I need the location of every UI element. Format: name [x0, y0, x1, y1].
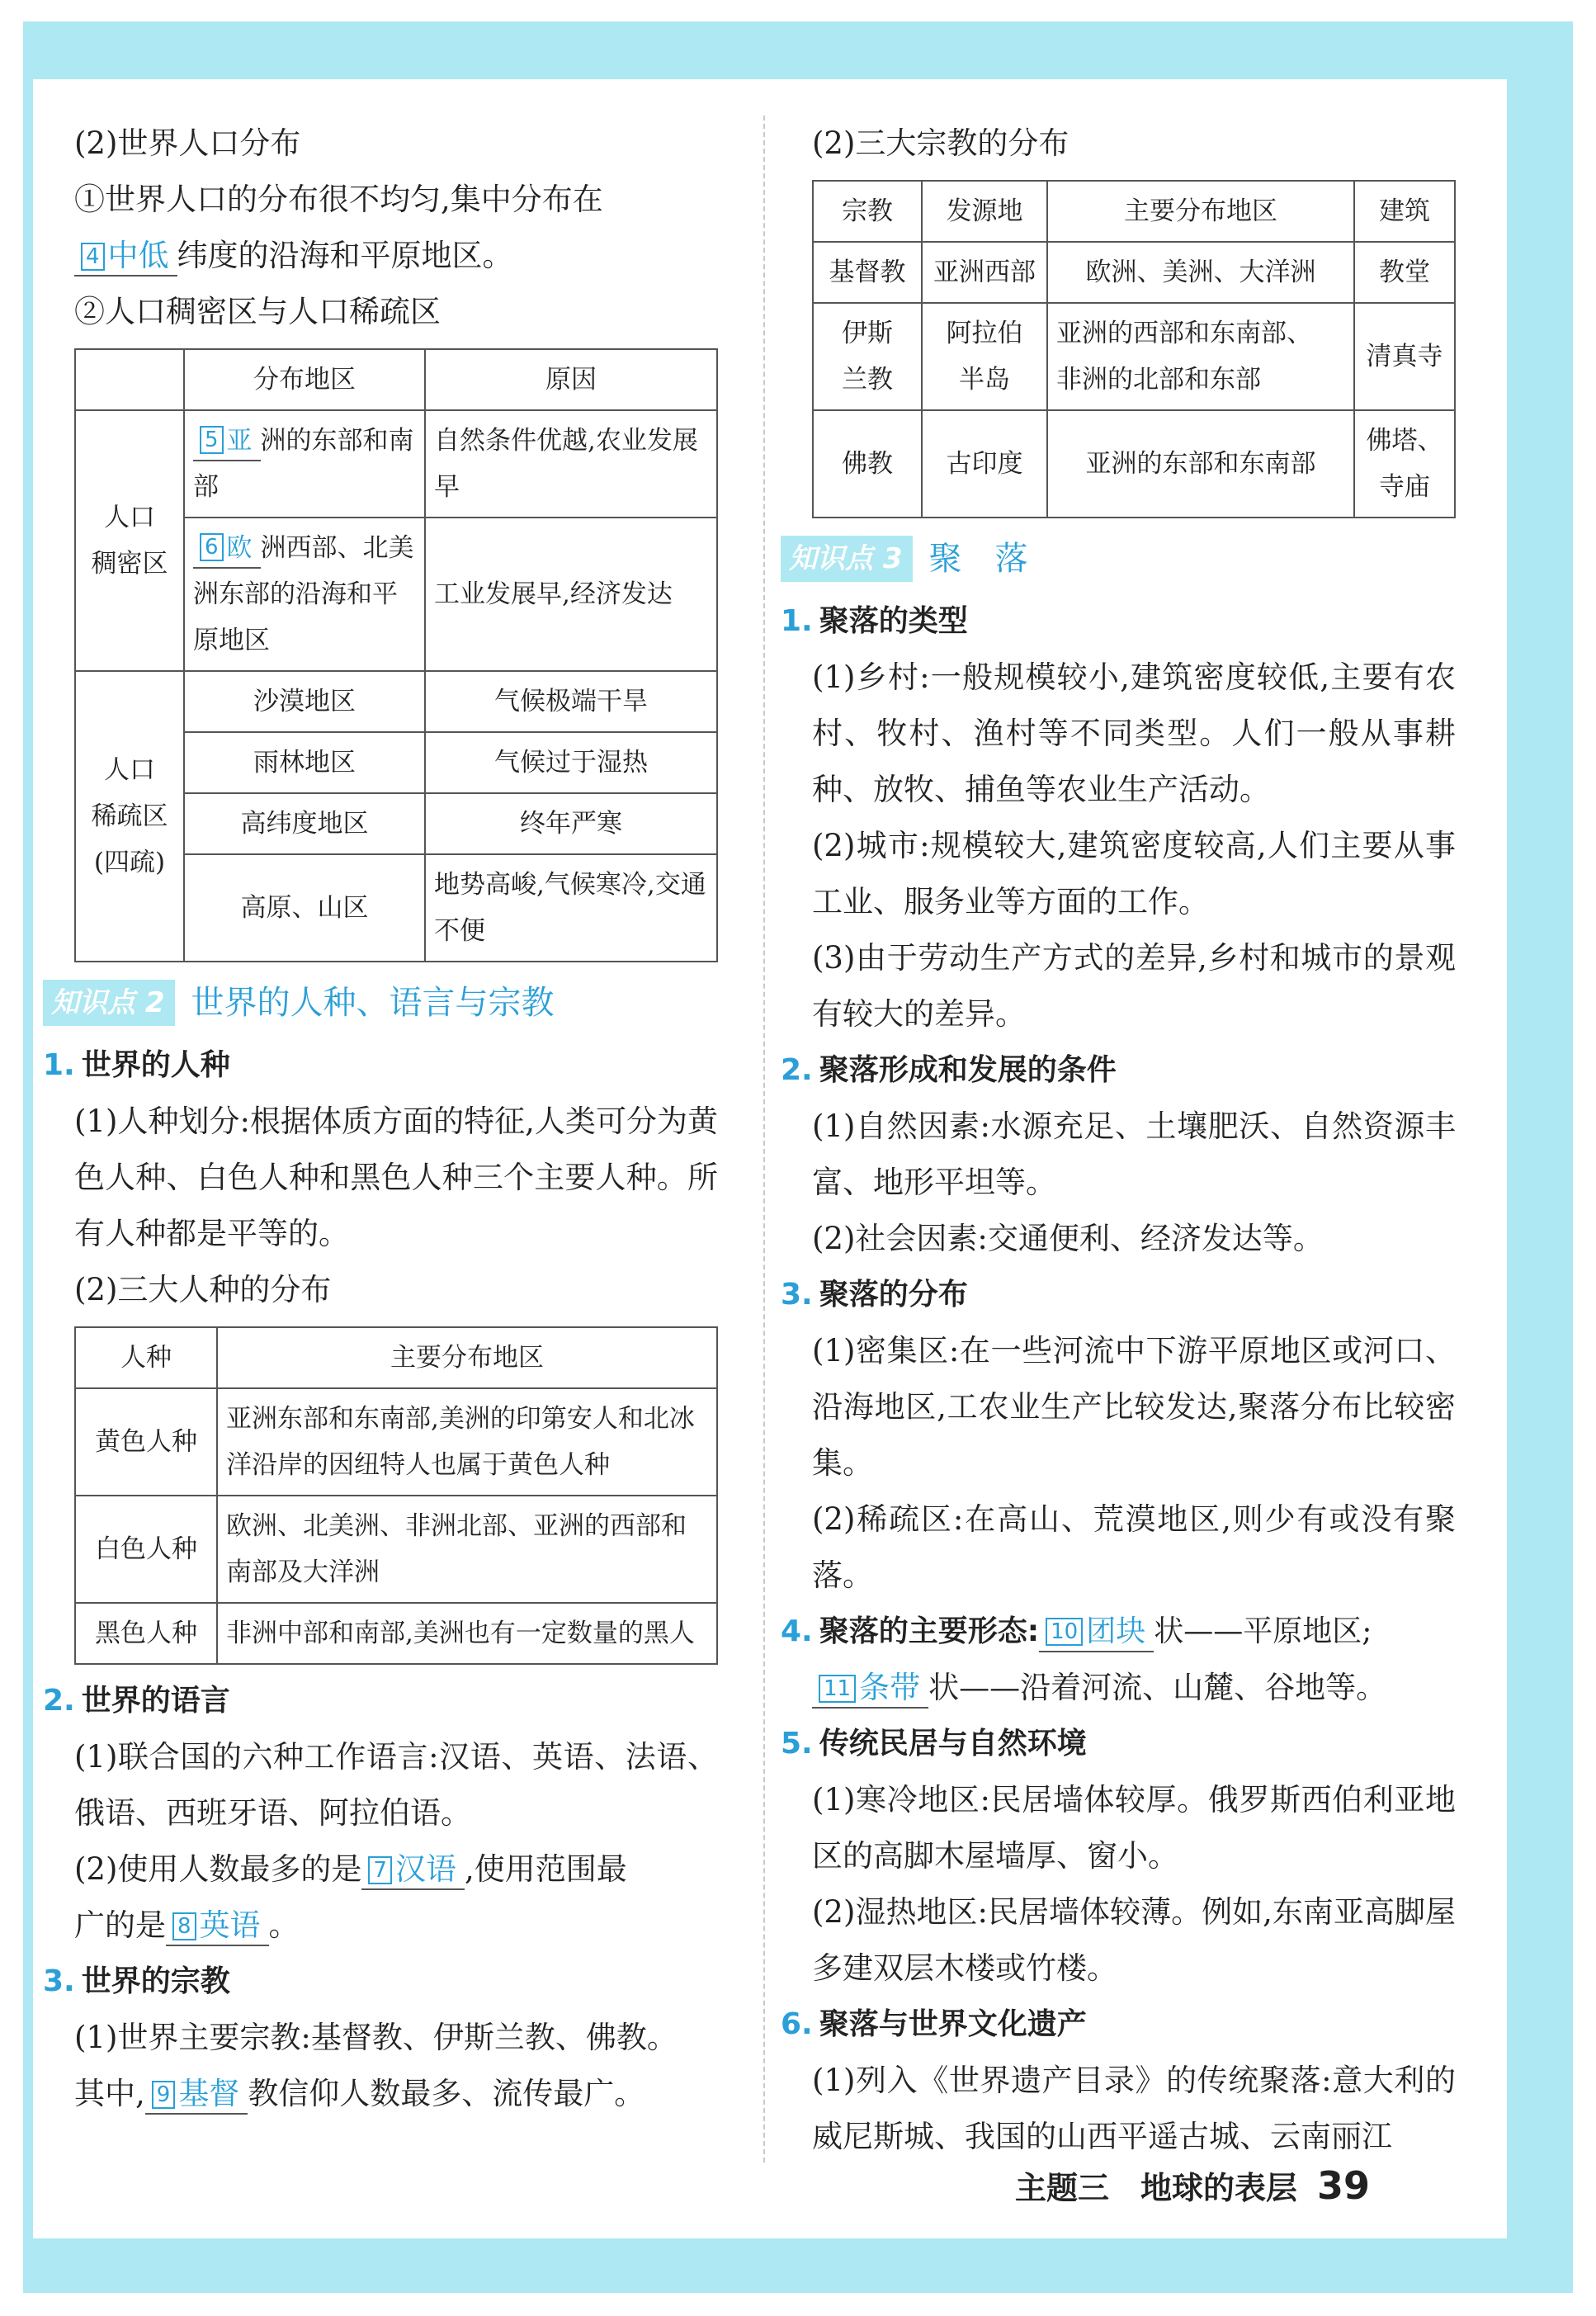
table-cell: 沙漠地区 [184, 671, 425, 732]
section-heading [43, 1954, 718, 2010]
table-cell: 气候极端干旱 [425, 671, 717, 732]
section-number: 2. [43, 1683, 75, 1718]
table-cell: 伊斯 兰教 [813, 303, 922, 410]
text: 其中, [74, 2075, 145, 2111]
paragraph [74, 228, 718, 284]
paragraph [74, 1841, 718, 1898]
table-cell: 工业发展早,经济发达 [425, 518, 717, 671]
table-cell: 佛塔、 寺庙 [1354, 410, 1455, 518]
answer-text: 中低 [107, 238, 169, 273]
paragraph: (2)社会因素:交通便利、经济发达等。 [812, 1220, 1324, 1256]
table-header: 宗教 [813, 181, 922, 242]
answer-blank [74, 237, 177, 277]
answer-text: 团块 [1086, 1614, 1146, 1648]
table-cell: 基督教 [813, 242, 922, 303]
paragraph: (1)人种划分:根据体质方面的特征,人类可分为黄色人种、白色人种和黑色人种三个主要人种。所有人种都是平等的。 [74, 1103, 718, 1251]
table-cell: 地势高峻,气候寒冷,交通不便 [425, 854, 717, 962]
right-column [781, 116, 1456, 2165]
paragraph: ②人口稠密区与人口稀疏区 [74, 294, 441, 329]
section-number: 5. [781, 1726, 813, 1761]
section-heading [781, 1716, 1456, 1772]
knowledge-point-heading [781, 527, 1456, 590]
table-cell [184, 518, 425, 671]
column-divider [763, 116, 765, 2162]
section-number: 2. [781, 1052, 813, 1087]
answer-text: 汉语 [394, 1850, 456, 1887]
table-header: 人种 [75, 1327, 217, 1388]
paragraph: (2)三大宗教的分布 [812, 125, 1070, 161]
page-footer [1015, 2162, 1370, 2208]
paragraph [812, 1660, 1456, 1716]
table-header: 主要分布地区 [1047, 181, 1354, 242]
text: 广的是 [74, 1907, 166, 1943]
table-cell [184, 410, 425, 518]
section-title: 世界的宗教 [81, 1964, 230, 1998]
knowledge-point-tag: 知识点 3 [781, 536, 913, 582]
table-cell: 亚洲西部 [922, 242, 1047, 303]
paragraph: (1)自然因素:水源充足、土壤肥沃、自然资源丰富、地形平坦等。 [812, 1108, 1456, 1200]
table-cell: 欧洲、北美洲、非洲北部、亚洲的西部和南部及大洋洲 [217, 1496, 717, 1603]
section-title: 聚落的类型 [819, 603, 968, 638]
table-cell: 阿拉伯 半岛 [922, 303, 1047, 410]
answer-text: 欧 [226, 533, 253, 563]
table-header: 分布地区 [184, 349, 425, 410]
text: 状——平原地区; [1154, 1614, 1372, 1648]
answer-text: 亚 [226, 426, 253, 456]
text: ,使用范围最 [464, 1850, 627, 1887]
answer-number: 5 [200, 426, 224, 454]
knowledge-point-title: 世界的人种、语言与宗教 [191, 983, 555, 1022]
paragraph: (1)乡村:一般规模较小,建筑密度较低,主要有农村、牧村、渔村等不同类型。人们一般从事耕种、放牧、捕鱼等农业生产活动。 [812, 659, 1456, 807]
section-heading [781, 1997, 1456, 2053]
table-cell: 人口 稠密区 [75, 410, 184, 671]
table-cell: 清真寺 [1354, 303, 1455, 410]
answer-number: 4 [81, 243, 105, 271]
table-cell: 雨林地区 [184, 732, 425, 793]
section-heading [781, 1604, 1456, 1660]
answer-number: 8 [172, 1912, 196, 1940]
footer-topic: 主题三 地球的表层 [1015, 2170, 1298, 2206]
paragraph: (1)寒冷地区:民居墙体较厚。俄罗斯西伯利亚地区的高脚木屋墙厚、窗小。 [812, 1781, 1456, 1874]
paragraph: ①世界人口的分布很不均匀,集中分布在 [74, 182, 603, 217]
section-heading [43, 1673, 718, 1729]
table-cell: 教堂 [1354, 242, 1455, 303]
section-title: 世界的人种 [81, 1047, 230, 1082]
section-number: 1. [781, 603, 813, 638]
paragraph: (3)由于劳动生产方式的差异,乡村和城市的景观有较大的差异。 [812, 939, 1456, 1032]
table-cell: 黄色人种 [75, 1388, 217, 1496]
section-title: 聚落的分布 [819, 1277, 968, 1312]
answer-blank [193, 529, 261, 569]
text: 教信仰人数最多、流传最广。 [248, 2075, 645, 2111]
text: 。 [268, 1907, 300, 1943]
section-title: 聚落的主要形态: [819, 1614, 1040, 1648]
top-border [23, 21, 1573, 79]
table-cell: 终年严寒 [425, 793, 717, 854]
table-cell: 白色人种 [75, 1496, 217, 1603]
answer-blank [145, 2075, 248, 2115]
answer-text: 英语 [199, 1907, 261, 1943]
section-number: 1. [43, 1047, 75, 1082]
answer-number: 6 [200, 533, 224, 561]
text: 状——沿着河流、山麓、谷地等。 [928, 1669, 1387, 1705]
answer-number: 11 [819, 1675, 856, 1703]
section-heading [43, 1037, 718, 1094]
section-number: 6. [781, 2006, 813, 2041]
table-cell: 欧洲、美洲、大洋洲 [1047, 242, 1354, 303]
table-cell: 自然条件优越,农业发展早 [425, 410, 717, 518]
table-header: 建筑 [1354, 181, 1455, 242]
answer-blank [812, 1669, 928, 1709]
paragraph: (2)三大人种的分布 [74, 1271, 332, 1307]
table-cell: 高原、山区 [184, 854, 425, 962]
table-cell: 佛教 [813, 410, 922, 518]
paragraph: (1)密集区:在一些河流中下游平原地区或河口、沿海地区,工农业生产比较发达,聚落分布比较密集。 [812, 1332, 1456, 1481]
table-cell: 亚洲的东部和东南部 [1047, 410, 1354, 518]
left-border [23, 21, 33, 2293]
paragraph: (1)世界主要宗教:基督教、伊斯兰教、佛教。 [74, 2019, 678, 2055]
table-cell: 高纬度地区 [184, 793, 425, 854]
answer-blank [1039, 1613, 1154, 1652]
answer-text: 基督 [178, 2075, 240, 2111]
section-number: 3. [781, 1277, 813, 1312]
bottom-border [23, 2238, 1573, 2293]
page-number: 39 [1317, 2163, 1371, 2208]
knowledge-point-heading [43, 971, 718, 1034]
answer-text: 条带 [859, 1669, 921, 1705]
text: (2)使用人数最多的是 [74, 1850, 362, 1887]
paragraph: (2)稀疏区:在高山、荒漠地区,则少有或没有聚落。 [812, 1501, 1456, 1593]
text: 洲西部、北美洲东部的沿海和平原地区 [193, 533, 414, 655]
paragraph [74, 1898, 718, 1954]
text: 洲的东部和南部 [193, 426, 414, 502]
table-cell [75, 349, 184, 410]
paragraph: (2)湿热地区:民居墙体较薄。例如,东南亚高脚屋多建双层木楼或竹楼。 [812, 1893, 1456, 1986]
section-title: 传统民居与自然环境 [819, 1726, 1087, 1761]
paragraph: (1)列入《世界遗产目录》的传统聚落:意大利的威尼斯城、我国的山西平遥古城、云南丽江 [812, 2062, 1456, 2154]
paragraph: (1)联合国的六种工作语言:汉语、英语、法语、俄语、西班牙语、阿拉伯语。 [74, 1738, 718, 1831]
section-heading [781, 1042, 1456, 1099]
paragraph: (2)城市:规模较大,建筑密度较高,人们主要从事工业、服务业等方面的工作。 [812, 827, 1456, 919]
table-cell: 古印度 [922, 410, 1047, 518]
left-column [43, 116, 718, 2122]
answer-number: 9 [152, 2081, 176, 2109]
section-title: 聚落形成和发展的条件 [819, 1052, 1117, 1087]
knowledge-point-title: 聚 落 [928, 539, 1028, 578]
section-title: 聚落与世界文化遗产 [819, 2006, 1087, 2041]
section-heading [781, 1267, 1456, 1323]
answer-blank [166, 1907, 269, 1946]
answer-number: 10 [1046, 1618, 1083, 1646]
answer-number: 7 [368, 1856, 392, 1884]
table-header: 原因 [425, 349, 717, 410]
table-cell: 黑色人种 [75, 1603, 217, 1664]
race-distribution-table [74, 1326, 718, 1665]
table-cell: 非洲中部和南部,美洲也有一定数量的黑人 [217, 1603, 717, 1664]
paragraph [74, 2066, 718, 2122]
table-cell: 亚洲东部和东南部,美洲的印第安人和北冰洋沿岸的因纽特人也属于黄色人种 [217, 1388, 717, 1496]
section-heading [781, 593, 1456, 650]
section-number: 3. [43, 1964, 75, 1998]
table-header: 主要分布地区 [217, 1327, 717, 1388]
answer-blank [193, 422, 261, 461]
right-border [1507, 21, 1573, 2293]
answer-blank [361, 1850, 465, 1890]
table-cell: 人口 稀疏区 (四疏) [75, 671, 184, 962]
section-number: 4. [781, 1614, 813, 1648]
table-cell: 亚洲的西部和东南部、 非洲的北部和东部 [1047, 303, 1354, 410]
table-header: 发源地 [922, 181, 1047, 242]
knowledge-point-tag: 知识点 2 [43, 980, 175, 1026]
text: 纬度的沿海和平原地区。 [177, 238, 513, 273]
section-title: 世界的语言 [81, 1683, 230, 1718]
table-cell: 气候过于湿热 [425, 732, 717, 793]
religion-distribution-table [812, 180, 1456, 518]
paragraph: (2)世界人口分布 [74, 125, 301, 161]
population-density-table [74, 348, 718, 962]
